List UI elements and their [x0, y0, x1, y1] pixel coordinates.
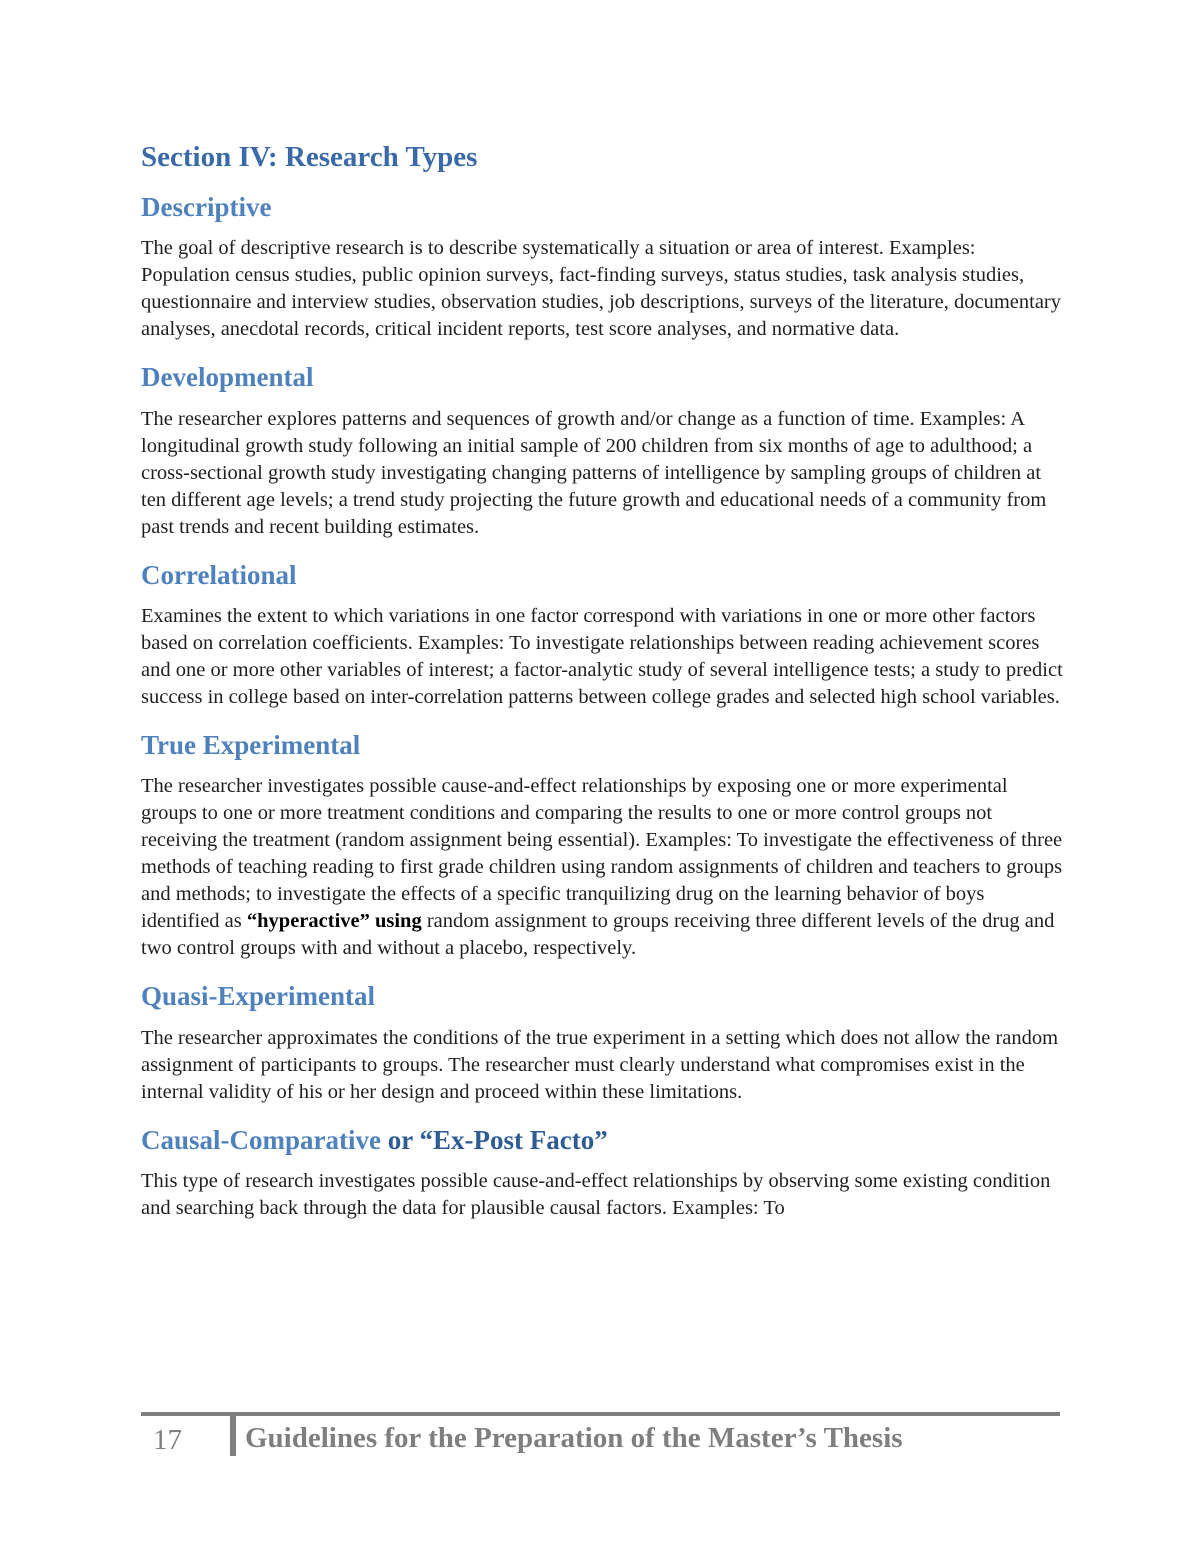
heading-quasi-experimental: Quasi-Experimental	[141, 981, 375, 1012]
causal-comparative-heading-part1: Causal-Comparative	[141, 1124, 388, 1155]
footer-document-title: Guidelines for the Preparation of the Master’s Thesis	[245, 1422, 903, 1454]
ex-post-facto-heading-part2: or “Ex-Post Facto”	[387, 1124, 608, 1155]
true-experimental-text-end: random assignment to groups receiving three different levels of the drug and two control groups with and without a placebo, respectively.	[141, 910, 1055, 960]
paragraph-developmental: The researcher explores patterns and sequences of growth and/or change as a function of time. Examples: A longitudinal growth study following an initial sample of 200 children from six months of age to adulthood; a cross-sectional growth study investigating changing patterns of intelligence by sampling groups of children at ten different age levels; a trend study projecting the future growth and educational needs of a community from past trends and recent building estimates.	[141, 407, 1047, 538]
paragraph-quasi-experimental: The researcher approximates the conditions of the true experiment in a setting which does not allow the random assignment of participants to groups. The researcher must clearly understand what compromises exist in the internal validity of his or her design and proceed within these limitations.	[141, 1026, 1059, 1103]
heading-causal-comparative	[141, 1124, 1066, 1156]
true-experimental-text-start: The researcher investigates possible cause-and-effect relationships by exposing one or more experimental groups to one or more treatment conditions and comparing the results to one or more control groups not receiving the treatment (random assignment being essential). Examples: To investigate the effectiveness of three methods of teaching reading to first grade children using random assignments of children and teachers to groups and methods; to investigate the effects of a specific tranquilizing drug on the learning behavior of boys identified as	[141, 775, 1063, 933]
paragraph-true-experimental	[141, 773, 1066, 962]
paragraph-correlational: Examines the extent to which variations in one factor correspond with variations in one or more other factors based on correlation coefficients. Examples: To investigate relationships between reading achievement scores and one or more other variables of interest; a factor-analytic study of several intelligence tests; a study to predict success in college based on inter-correlation patterns between college grades and selected high school variables.	[141, 604, 1063, 708]
heading-true-experimental: True Experimental	[141, 729, 361, 760]
paragraph-causal-comparative: This type of research investigates possible cause-and-effect relationships by observing some existing condition and searching back through the data for plausible causal factors. Examples: To	[141, 1170, 1051, 1220]
heading-developmental: Developmental	[141, 362, 314, 393]
section-title: Section IV: Research Types	[141, 141, 478, 173]
page-number: 17	[153, 1424, 182, 1456]
paragraph-descriptive: The goal of descriptive research is to describe systematically a situation or area of interest. Examples: Population census studies, public opinion surveys, fact-finding surveys, status studies, task analysis studies, questionnaire and interview studies, observation studies, job descriptions, surveys of the literature, documentary analyses, anecdotal records, critical incident reports, test score analyses, and normative data.	[141, 237, 1061, 341]
page-footer	[141, 1412, 1060, 1462]
document-page	[141, 140, 1066, 1240]
heading-correlational: Correlational	[141, 559, 297, 590]
hyperactive-bold-text: “hyperactive” using	[246, 910, 422, 933]
heading-descriptive: Descriptive	[141, 191, 272, 222]
footer-divider	[230, 1412, 236, 1456]
footer-rule	[141, 1412, 1060, 1416]
